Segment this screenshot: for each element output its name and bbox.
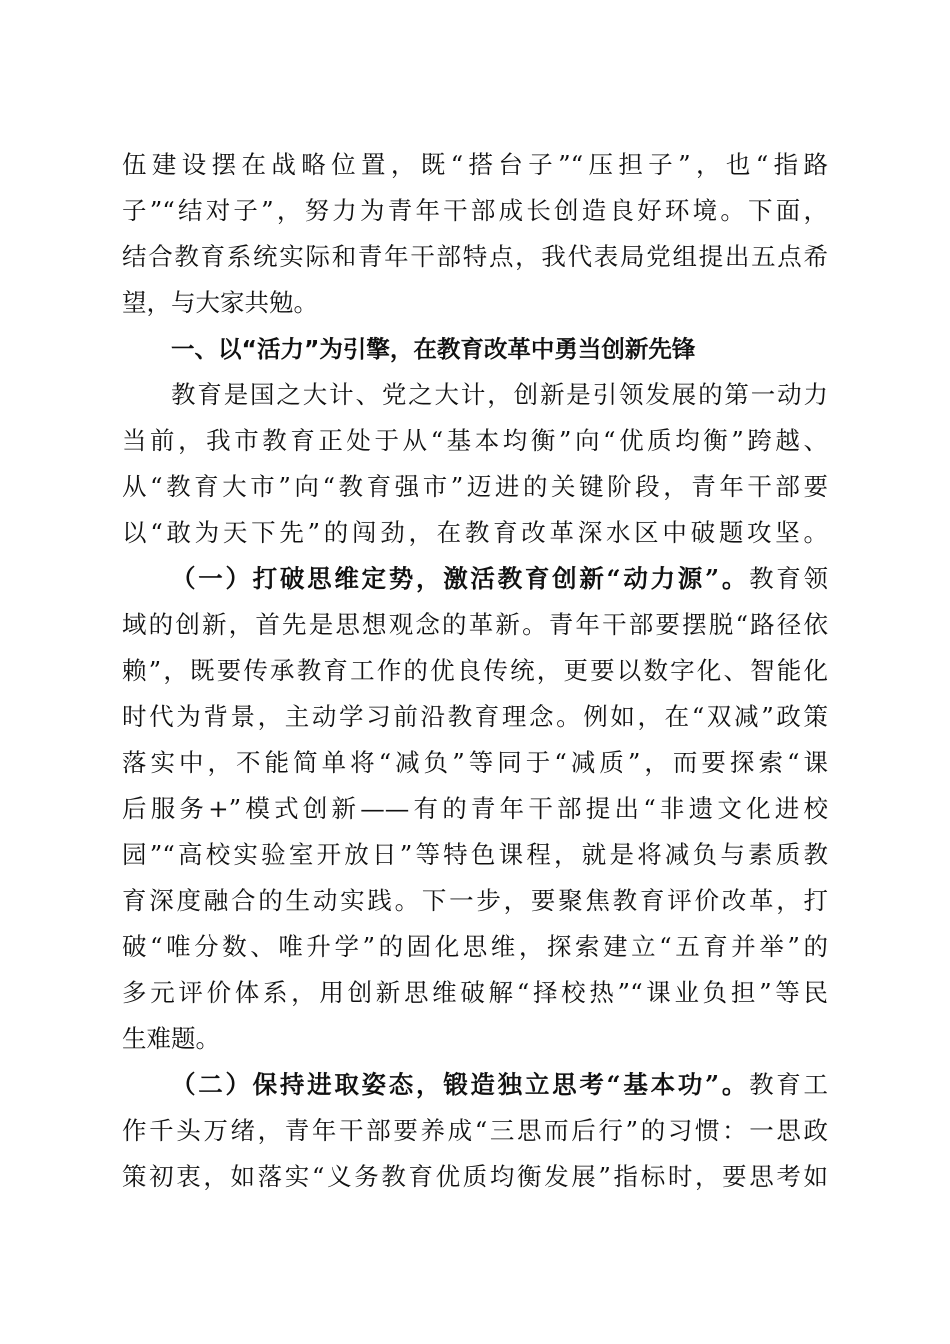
paragraph-line: 子”“结对子”，努力为青年干部成长创造良好环境。下面， <box>122 196 828 225</box>
body-text <box>122 142 828 1200</box>
section-heading: 一、以“活力”为引擎，在教育改革中勇当创新先锋 <box>171 335 696 363</box>
paragraph-line: 破“唯分数、唯升学”的固化思维，探索建立“五育并举”的 <box>122 932 828 961</box>
paragraph-line: 落实中，不能简单将“减负”等同于“减质”，而要探索“课 <box>122 748 828 777</box>
paragraph-line: 多元评价体系，用创新思维破解“择校热”“课业负担”等民 <box>122 978 828 1007</box>
paragraph-line: 教育是国之大计、党之大计，创新是引领发展的第一动力 <box>171 380 828 409</box>
paragraph-line: 时代为背景，主动学习前沿教育理念。例如，在“双减”政策 <box>122 702 828 731</box>
paragraph-text: 教育领 <box>749 564 828 593</box>
paragraph-line: 望，与大家共勉。 <box>122 288 318 317</box>
paragraph-line: 赖”，既要传承教育工作的优良传统，更要以数字化、智能化 <box>122 656 828 685</box>
paragraph-line: 园”“高校实验室开放日”等特色课程，就是将减负与素质教 <box>122 840 828 869</box>
subsection-title: （二）保持进取姿态，锻造独立思考“基本功”。 <box>171 1070 750 1099</box>
paragraph-line: 生难题。 <box>122 1024 220 1053</box>
paragraph-line: 以“敢为天下先”的闯劲，在教育改革深水区中破题攻坚。 <box>122 518 828 547</box>
paragraph-line: 当前，我市教育正处于从“基本均衡”向“优质均衡”跨越、 <box>122 426 828 455</box>
subsection-first-line <box>122 1062 828 1108</box>
subsection-title: （一）打破思维定势，激活教育创新“动力源”。 <box>171 564 750 593</box>
paragraph-line: 育深度融合的生动实践。下一步，要聚焦教育评价改革，打 <box>122 886 828 915</box>
paragraph-line: 伍建设摆在战略位置，既“搭台子”“压担子”，也“指路 <box>122 150 828 179</box>
paragraph-line: 结合教育系统实际和青年干部特点，我代表局党组提出五点希 <box>122 242 828 271</box>
paragraph-line: 后服务+”模式创新——有的青年干部提出“非遗文化进校 <box>122 794 828 823</box>
paragraph-text: 教育工 <box>749 1070 828 1099</box>
paragraph-line: 策初衷，如落实“义务教育优质均衡发展”指标时，要思考如 <box>122 1162 828 1191</box>
paragraph-line: 域的创新，首先是思想观念的革新。青年干部要摆脱“路径依 <box>122 610 828 639</box>
paragraph-line: 从“教育大市”向“教育强市”迈进的关键阶段，青年干部要 <box>122 472 828 501</box>
paragraph-line: 作千头万绪，青年干部要养成“三思而后行”的习惯：一思政 <box>122 1116 828 1145</box>
subsection-first-line <box>122 556 828 602</box>
